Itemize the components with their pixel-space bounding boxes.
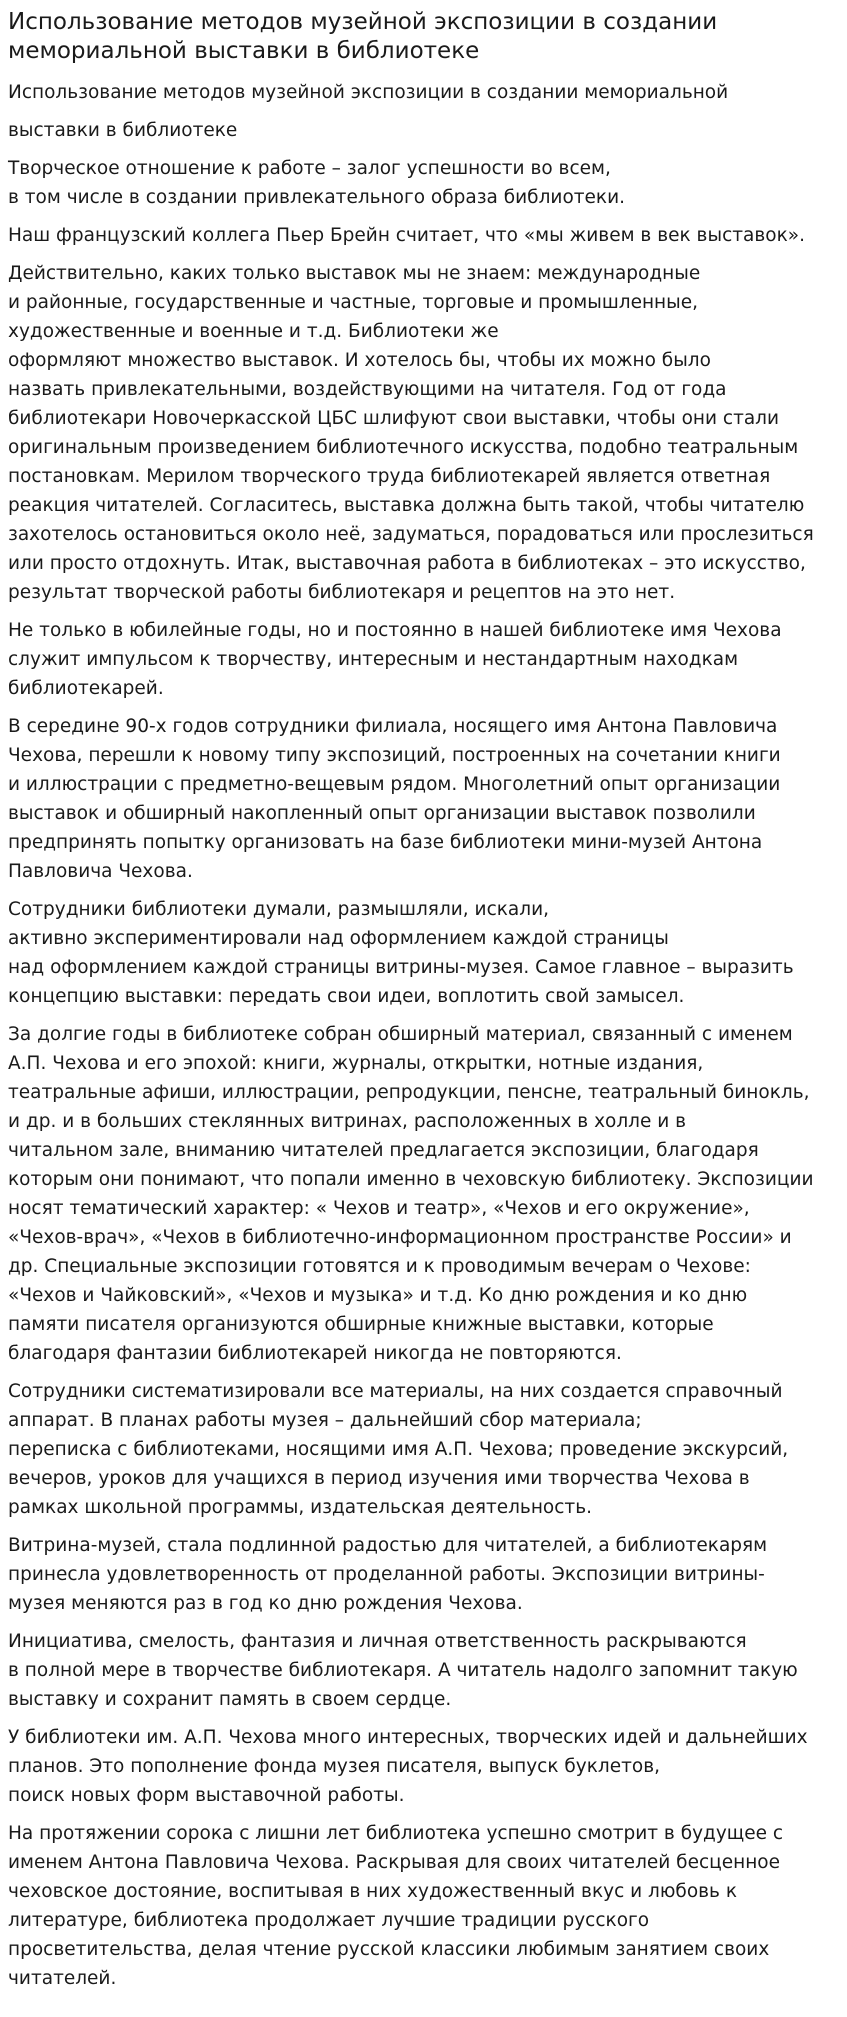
paragraph-11: У библиотеки им. А.П. Чехова много интересных, творческих идей и дальнейших планов. Это пополнение фонда музея писателя, выпуск буклетов, поиск новых форм выставочной работы.: [8, 1727, 808, 1806]
paragraph-6: Сотрудники библиотеки думали, размышляли, искали, активно экспериментировали над оформлением каждой страницы над оформлением каждой страницы витрины-музея. Самое главное – выразить концепцию выставки: передать свои идеи, воплотить свой замысел.: [8, 899, 794, 1007]
paragraph-5: В середине 90-х годов сотрудники филиала, носящего имя Антона Павловича Чехова, перешли к новому типу экспозиций, построенных на сочетании книги и иллюстрации с предметно-вещевым рядом. Многолетний опыт организации выставок и обширный накопленный опыт организации выставок позволили предпринять попытку организовать на базе библиотеки мини-музей Антона Павловича Чехова.: [8, 716, 781, 882]
paragraph-8: Сотрудники систематизировали все материалы, на них создается справочный аппарат. В планах работы музея – дальнейший сбор материала; переписка с библиотеками, носящими имя А.П. Чехова; проведение экскурсий, вечеров, уроков для учащихся в период изучения ими творчества Чехова в рамках школьной программы, издательская деятельность.: [8, 1381, 789, 1518]
page-title: Использование методов музейной экспозиции в создании мемориальной выставки в библиотеке: [8, 9, 718, 64]
article-subtitle: Использование методов музейной экспозиции в создании мемориальной выставки в библиотеке: [8, 82, 729, 141]
paragraph-1: Творческое отношение к работе – залог успешности во всем, в том числе в создании привлекательного образа библиотеки.: [8, 158, 625, 208]
paragraph-3: Действительно, каких только выставок мы не знаем: международные и районные, государственные и частные, торговые и промышленные, художественные и военные и т.д. Библиотеки же оформляют множество выставок. И хотелось бы, чтобы их можно было назвать привлекательными, воздействующими на читателя. Год от года библиотекари Новочеркасской ЦБС шлифуют свои выставки, чтобы они стали оригинальным произведением библиотечного искусства, подобно театральным постановкам. Мерилом творческого труда библиотекарей является ответная реакция читателей. Согласитесь, выставка должна быть такой, чтобы читателю захотелось остановиться около неё, задуматься, порадоваться или прослезиться или просто отдохнуть. Итак, выставочная работа в библиотеках – это искусство, результат творческой работы библиотекаря и рецептов на это нет.: [8, 263, 814, 603]
paragraph-9: Витрина-музей, стала подлинной радостью для читателей, а библиотекарям принесла удовлетворенность от проделанной работы. Экспозиции витрины- музея меняются раз в год ко дню рождения Чехова.: [8, 1535, 768, 1614]
paragraph-7: За долгие годы в библиотеке собран обширный материал, связанный с именем А.П. Чехова и его эпохой: книги, журналы, открытки, нотные издания, театральные афиши, иллюстрации, репродукции, пенсне, театральный бинокль, и др. и в больших стеклянных витринах, расположенных в холле и в читальном зале, вниманию читателей предлагается экспозиции, благодаря которым они понимают, что попали именно в чеховскую библиотеку. Экспозиции носят тематический характер: « Чехов и театр», «Чехов и его окружение», «Чехов-врач», «Чехов в библиотечно-информационном пространстве России» и др. Специальные экспозиции готовятся и к проводимым вечерам о Чехове: «Чехов и Чайковский», «Чехов и музыка» и т.д. Ко дню рождения и ко дню памяти писателя организуются обширные книжные выставки, которые благодаря фантазии библиотекарей никогда не повторяются.: [8, 1024, 814, 1364]
paragraph-2: Наш французский коллега Пьер Брейн считает, что «мы живем в век выставок».: [8, 225, 805, 246]
paragraph-4: Не только в юбилейные годы, но и постоянно в нашей библиотеке имя Чехова служит импульсом к творчеству, интересным и нестандартным находкам библиотекарей.: [8, 620, 782, 699]
paragraph-12: На протяжении сорока с лишни лет библиотека успешно смотрит в будущее с именем Антона Павловича Чехова. Раскрывая для своих читателей бесценное чеховское достояние, воспитывая в них художественный вкус и любовь к литературе, библиотека продолжает лучшие традиции русского просветительства, делая чтение русской классики любимым занятием своих читателей.: [8, 1823, 784, 1989]
paragraph-10: Инициатива, смелость, фантазия и личная ответственность раскрываются в полной мере в творчестве библиотекаря. А читатель надолго запомнит такую выставку и сохранит память в своем сердце.: [8, 1631, 798, 1710]
